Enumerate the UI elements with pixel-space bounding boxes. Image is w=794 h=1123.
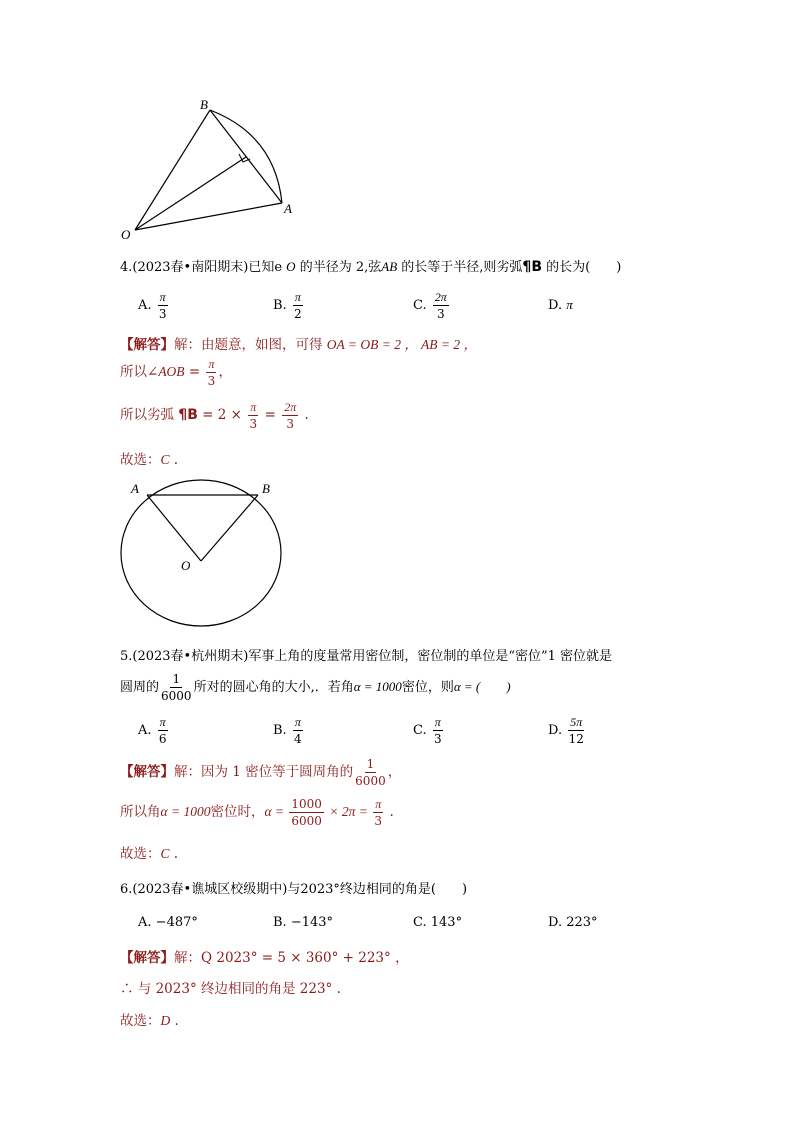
label-o: O — [181, 558, 191, 573]
q6-choice: 故选：D . — [120, 1013, 179, 1029]
question-6-stem: 6.(2023春•谯城区校级期中)与2023°终边相同的角是( ) — [120, 882, 468, 897]
radius-oa — [147, 495, 201, 561]
q6-option-b[interactable]: B. −143° — [273, 915, 334, 930]
question-5-stem-line-2: 圆周的 $\frac{1}{6000}$ 所对的圆心角的大小,．若角α = 1000密位，则α = ( ) — [120, 672, 511, 703]
question-5-stem-line-1: 5.(2023春•杭州期末)军事上角的度量常用密位制，密位制的单位是“密位”1 密位就是 — [120, 649, 613, 664]
label-b: B — [262, 481, 270, 496]
q6-solution-line-2: ∴ 与 2023° 终边相同的角是 223° . — [120, 981, 341, 997]
q4-option-d[interactable]: D. π — [548, 297, 573, 313]
q4-option-a[interactable]: A. $\frac{\pi}{3}$ — [138, 290, 167, 321]
q6-solution-line-1: 【解答】解：Q 2023° = 5 × 360° + 223° ， — [120, 950, 409, 966]
label-o: O — [121, 227, 131, 242]
q5-solution-line-2: 所以角α = 1000密位时，α = $\frac{1000}{6000}$ × 2π = $\frac{\pi}{3}$ . — [120, 797, 394, 828]
perpendicular-line — [135, 157, 246, 230]
radius-ob — [201, 495, 258, 561]
q6-option-a[interactable]: A. −487° — [138, 915, 198, 930]
radius-ob — [135, 110, 210, 230]
label-a: A — [131, 481, 139, 496]
question-4-stem: 4.(2023春•南阳期末)已知e O 的半径为 2,弦AB 的长等于半径,则劣弧¶B 的长为( ) — [120, 259, 622, 275]
q4-solution-line-3: 所以劣弧 ¶B = 2 × $\frac{\pi}{3}$ = $\frac{2\pi}{3}$ . — [120, 400, 309, 431]
sector-figure — [110, 95, 310, 245]
label-a: A — [284, 201, 292, 216]
q5-choice: 故选：C . — [120, 846, 179, 862]
radius-oa — [135, 203, 282, 230]
q5-option-b[interactable]: B. $\frac{\pi}{4}$ — [273, 715, 302, 746]
circle-figure — [110, 478, 310, 633]
chord-ab — [210, 110, 282, 203]
q4-solution-line-1: 【解答】解：由题意，如图，可得 OA = OB = 2 ， AB = 2 ， — [120, 337, 477, 353]
q5-option-c[interactable]: C. $\frac{\pi}{3}$ — [413, 715, 442, 746]
label-b: B — [200, 97, 208, 112]
q5-solution-line-1: 【解答】解：因为 1 密位等于圆周角的 $\frac{1}{6000}$ ， — [120, 757, 402, 788]
circle-o — [121, 480, 281, 626]
q5-option-a[interactable]: A. $\frac{\pi}{6}$ — [138, 715, 167, 746]
q4-choice: 故选：C . — [120, 452, 179, 468]
q4-option-c[interactable]: C. $\frac{2\pi}{3}$ — [413, 290, 447, 321]
q6-option-d[interactable]: D. 223° — [548, 915, 598, 930]
q6-option-c[interactable]: C. 143° — [413, 915, 463, 930]
q5-option-d[interactable]: D. $\frac{5\pi}{12}$ — [548, 715, 584, 746]
q4-option-b[interactable]: B. $\frac{\pi}{2}$ — [273, 290, 302, 321]
q4-solution-line-2: 所以∠AOB = $\frac{\pi}{3}$ ， — [120, 357, 232, 388]
